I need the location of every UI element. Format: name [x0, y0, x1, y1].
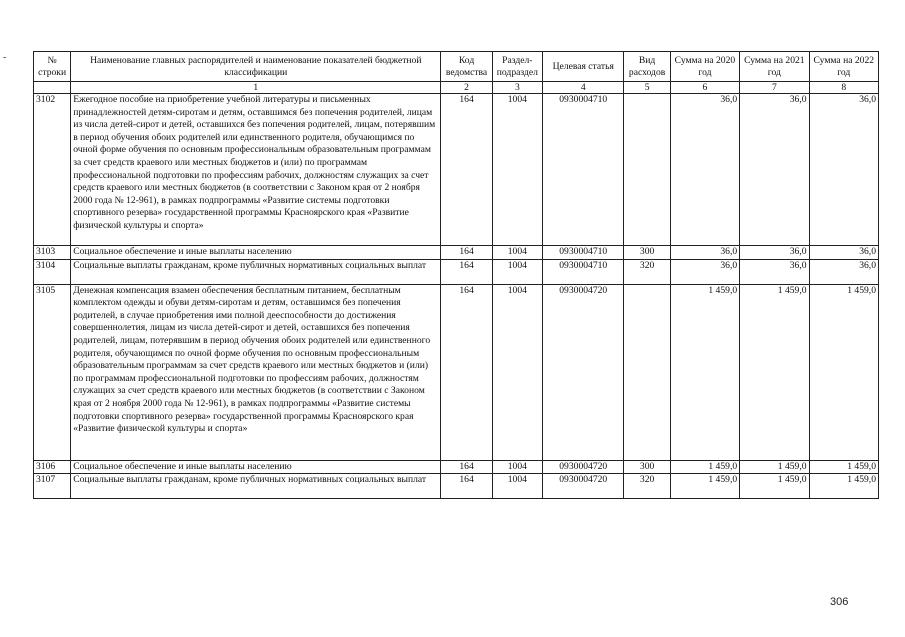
row-section: 1004 [492, 94, 542, 246]
column-number [34, 82, 71, 94]
row-number: 3105 [34, 284, 71, 460]
header-sum-2021: Сумма на 2021 год [740, 52, 809, 82]
header-sum-2022: Сумма на 2022 год [809, 52, 878, 82]
row-target-item: 0930004720 [543, 284, 624, 460]
budget-table [33, 51, 879, 499]
row-name: Социальное обеспечение и иные выплаты населению [71, 246, 441, 260]
page-number: 306 [830, 596, 849, 608]
row-sum-2021: 1 459,0 [740, 284, 809, 460]
row-section: 1004 [492, 259, 542, 284]
row-dept-code: 164 [441, 94, 492, 246]
table-row [34, 284, 879, 460]
row-name: Социальные выплаты гражданам, кроме публичных нормативных социальных выплат [71, 259, 441, 284]
header-sum-2020: Сумма на 2020 год [670, 52, 739, 82]
row-sum-2022: 36,0 [809, 246, 878, 260]
row-target-item: 0930004710 [543, 246, 624, 260]
row-sum-2020: 1 459,0 [670, 460, 739, 474]
row-sum-2022: 1 459,0 [809, 460, 878, 474]
row-section: 1004 [492, 246, 542, 260]
row-sum-2020: 1 459,0 [670, 474, 739, 499]
table-row [34, 474, 879, 499]
row-name: Денежная компенсация взамен обеспечения бесплатным питанием, бесплатным комплектом одежды и обуви детям-сиротам и детям, оставшимся без попечения родителей, в случае приобретения ими полной дееспособности до достижения совершеннолетия, лицам из числа детей-сирот и детей, оставшихся без попечения родителей, лицам, потерявшим в период обучения обоих родителей или единственного родителя, обучающимся по очной форме обучения по основным профессиональным образовательным программам за счет средств краевого или местных бюджетов и (или) по программам профессиональной подготовки по профессиям рабочих, должностям служащих за счет средств краевого или местных бюджетов (в соответствии с Законом края от 2 ноября 2000 года № 12-961), в рамках подпрограммы «Развитие системы подготовки спортивного резерва» государственной программы Красноярского края «Развитие физической культуры и спорта» [71, 284, 441, 460]
row-number: 3104 [34, 259, 71, 284]
row-target-item: 0930004720 [543, 474, 624, 499]
column-number: 5 [624, 82, 670, 94]
row-target-item: 0930004710 [543, 94, 624, 246]
header-expense-type: Вид расходов [624, 52, 670, 82]
header-dept-code: Код ведомства [441, 52, 492, 82]
row-sum-2021: 36,0 [740, 259, 809, 284]
row-sum-2020: 36,0 [670, 246, 739, 260]
row-section: 1004 [492, 284, 542, 460]
table-row [34, 259, 879, 284]
row-dept-code: 164 [441, 246, 492, 260]
row-sum-2022: 36,0 [809, 259, 878, 284]
column-number: 6 [670, 82, 739, 94]
column-number: 1 [71, 82, 441, 94]
header-row-number: № строки [34, 52, 71, 82]
margin-mark: - [3, 52, 7, 63]
column-number: 4 [543, 82, 624, 94]
row-number: 3106 [34, 460, 71, 474]
row-sum-2020: 1 459,0 [670, 284, 739, 460]
row-name: Ежегодное пособие на приобретение учебной литературы и письменных принадлежностей детям-сиротам и детям, оставшимся без попечения родителей, лицам из числа детей-сирот и детей, оставшихся без попечения родителей, лицам, потерявшим в период обучения обоих родителей или единственного родителя, обучающимся по очной форме обучения по основным профессиональным образовательным программам за счет средств краевого или местных бюджетов и (или) по программам профессиональной подготовки по профессиям рабочих, должностям служащих за счет средств краевого или местных бюджетов (в соответствии с Законом края от 2 ноября 2000 года № 12-961), в рамках подпрограммы «Развитие системы подготовки спортивного резерва» государственной программы Красноярского края «Развитие физической культуры и спорта» [71, 94, 441, 246]
row-sum-2020: 36,0 [670, 259, 739, 284]
row-sum-2022: 1 459,0 [809, 284, 878, 460]
row-target-item: 0930004710 [543, 259, 624, 284]
row-dept-code: 164 [441, 259, 492, 284]
row-expense-type [624, 284, 670, 460]
row-sum-2021: 36,0 [740, 94, 809, 246]
row-sum-2022: 36,0 [809, 94, 878, 246]
row-dept-code: 164 [441, 284, 492, 460]
row-target-item: 0930004720 [543, 460, 624, 474]
row-number: 3107 [34, 474, 71, 499]
row-name: Социальные выплаты гражданам, кроме публичных нормативных социальных выплат [71, 474, 441, 499]
row-expense-type: 300 [624, 460, 670, 474]
row-sum-2020: 36,0 [670, 94, 739, 246]
column-number: 2 [441, 82, 492, 94]
row-expense-type: 320 [624, 474, 670, 499]
row-sum-2022: 1 459,0 [809, 474, 878, 499]
table-header-row [34, 52, 879, 82]
table-row [34, 460, 879, 474]
row-section: 1004 [492, 460, 542, 474]
table-row [34, 94, 879, 246]
row-expense-type: 300 [624, 246, 670, 260]
row-number: 3102 [34, 94, 71, 246]
column-number-row [34, 82, 879, 94]
row-sum-2021: 1 459,0 [740, 460, 809, 474]
header-section: Раздел-подраздел [492, 52, 542, 82]
row-number: 3103 [34, 246, 71, 260]
column-number: 8 [809, 82, 878, 94]
row-expense-type [624, 94, 670, 246]
row-name: Социальное обеспечение и иные выплаты населению [71, 460, 441, 474]
table-row [34, 246, 879, 260]
column-number: 7 [740, 82, 809, 94]
column-number: 3 [492, 82, 542, 94]
row-expense-type: 320 [624, 259, 670, 284]
row-dept-code: 164 [441, 474, 492, 499]
header-name: Наименование главных распорядителей и наименование показателей бюджетной классификации [71, 52, 441, 82]
row-sum-2021: 36,0 [740, 246, 809, 260]
row-sum-2021: 1 459,0 [740, 474, 809, 499]
row-section: 1004 [492, 474, 542, 499]
row-dept-code: 164 [441, 460, 492, 474]
header-target-item: Целевая статья [543, 52, 624, 82]
